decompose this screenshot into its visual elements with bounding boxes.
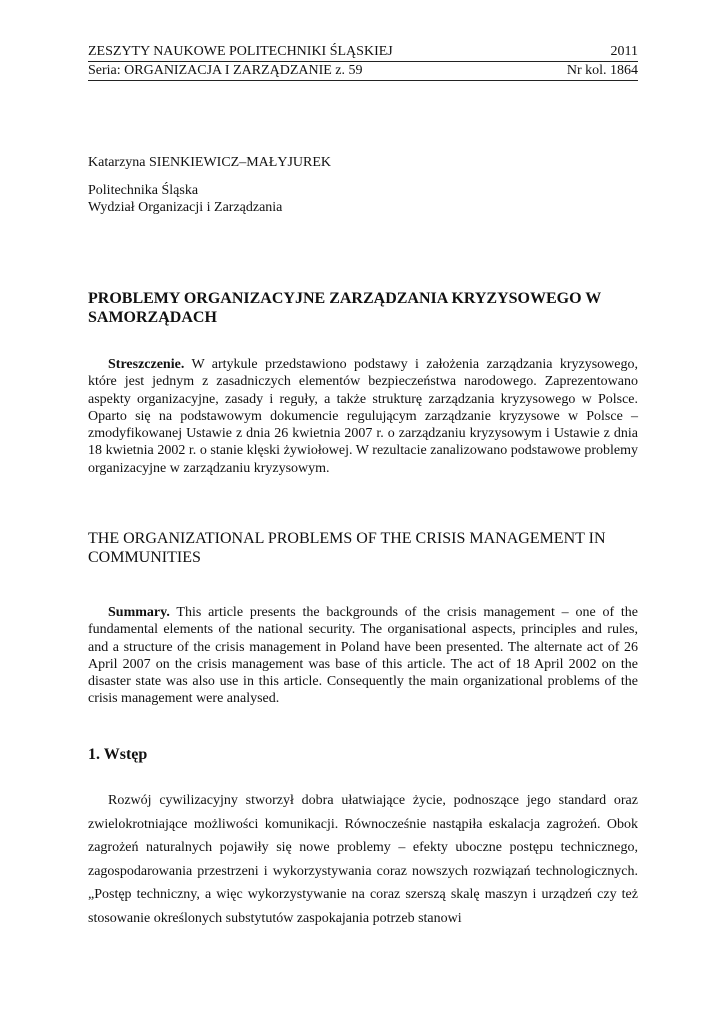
institution: Politechnika Śląska <box>88 183 199 198</box>
faculty: Wydział Organizacji i Zarządzania <box>88 200 283 215</box>
title-polish: PROBLEMY ORGANIZACYJNE ZARZĄDZANIA KRYZYSOWEGO W SAMORZĄDACH <box>88 290 601 326</box>
abstract-english-lead: Summary. <box>108 605 170 620</box>
abstract-polish <box>88 356 638 477</box>
title-english: THE ORGANIZATIONAL PROBLEMS OF THE CRISIS MANAGEMENT IN COMMUNITIES <box>88 530 606 566</box>
journal-name: ZESZYTY NAUKOWE POLITECHNIKI ŚLĄSKIEJ <box>88 44 393 59</box>
series-header <box>88 62 638 79</box>
section-heading: 1. Wstęp <box>88 746 148 763</box>
abstract-polish-lead: Streszczenie. <box>108 357 185 372</box>
abstract-english-text: This article presents the backgrounds of the crisis management – one of the fundamental elements of the national security. The organisational aspects, principles and rules, and a structure of the crisis management in Poland have been presented. The alternate act of 26 April 2007 on the crisis management was base of this article. The act of 18 April 2002 on the disaster state was also use in this article. Consequently the main organizational problems of the crisis management were analysed. <box>88 605 639 707</box>
author-name: Katarzyna SIENKIEWICZ–MAŁYJUREK <box>88 155 331 170</box>
series-name: Seria: ORGANIZACJA I ZARZĄDZANIE z. 59 <box>88 63 363 78</box>
abstract-polish-text: W artykule przedstawiono podstawy i założenia zarządzania kryzysowego, które jest jednym z zasadniczych elementów bezpieczeństwa narodowego. Zaprezentowano aspekty organizacyjne, zasady i reguły, a także strukturę zarządzania kryzysowego w Polsce. Oparto się na podstawowym dokumencie regulującym zarządzanie kryzysowe w Polsce – zmodyfikowanej Ustawie z dnia 26 kwietnia 2007 r. o zarządzaniu kryzysowym i Ustawie z dnia 18 kwietnia 2002 r. o stanie klęski żywiołowej. W rezultacie zanalizowano podstawowe problemy organizacyjne w zarządzaniu kryzysowym. <box>88 357 638 476</box>
issue-number: Nr kol. 1864 <box>566 63 638 78</box>
affiliation <box>88 182 638 216</box>
journal-year: 2011 <box>610 44 638 59</box>
abstract-english <box>88 604 638 708</box>
header-rule-bottom <box>88 80 638 81</box>
running-header <box>88 43 638 60</box>
section-paragraph: Rozwój cywilizacyjny stworzył dobra ułatwiające życie, podnoszące jego standard oraz zwielokrotniające możliwości komunikacji. Równocześnie nastąpiła eskalacja zagrożeń. Obok zagrożeń naturalnych pojawiły się nowe problemy – efekty uboczne postępu technicznego, zagospodarowania przestrzeni i wykorzystywania coraz nowszych rozwiązań technologicznych. „Postęp techniczny, a więc wykorzystywanie na coraz szerszą skalę maszyn i urządzeń czy też stosowanie określonych substytutów zaspokajania potrzeb stanowi <box>88 793 638 926</box>
